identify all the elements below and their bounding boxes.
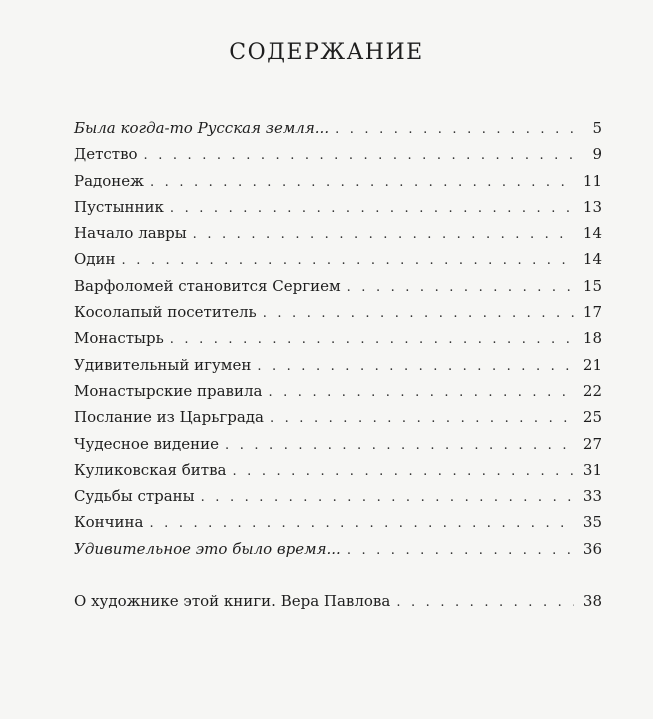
toc-entry xyxy=(74,404,602,430)
toc-entry-title: Монастырь xyxy=(74,329,164,348)
toc-entry xyxy=(74,273,602,299)
toc-entry-title: Один xyxy=(74,250,116,269)
dot-leader xyxy=(347,275,574,301)
toc-page-number: 11 xyxy=(582,171,602,190)
dot-leader xyxy=(150,170,574,196)
toc-appendix-entry xyxy=(74,588,602,614)
toc-entry xyxy=(74,141,602,167)
toc-page-number: 35 xyxy=(582,513,602,532)
toc-entry-title: О художнике этой книги. Вера Павлова xyxy=(74,592,391,611)
toc-entry xyxy=(74,378,602,404)
toc-entry-title: Куликовская битва xyxy=(74,460,227,479)
toc-entry xyxy=(74,194,602,220)
toc-page-number: 38 xyxy=(582,592,602,611)
toc-page-number: 31 xyxy=(582,460,602,479)
toc-entry xyxy=(74,509,602,535)
table-of-contents xyxy=(74,115,602,614)
toc-entry-title: Судьбы страны xyxy=(74,487,195,506)
toc-entry xyxy=(74,352,602,378)
toc-entry xyxy=(74,457,602,483)
toc-entry-title: Была когда-то Русская земля... xyxy=(74,119,330,137)
dot-leader xyxy=(347,538,574,564)
toc-entry-title: Начало лавры xyxy=(74,224,187,243)
toc-entry-title: Варфоломей становится Сергием xyxy=(74,276,341,295)
page-title: СОДЕРЖАНИЕ xyxy=(229,40,424,65)
dot-leader xyxy=(193,222,574,248)
toc-page-number: 9 xyxy=(592,145,602,164)
toc-entry xyxy=(74,168,602,194)
toc-entry xyxy=(74,483,602,509)
toc-page-number: 14 xyxy=(582,224,602,243)
toc-entry-title: Удивительный игумен xyxy=(74,355,252,374)
toc-page-number: 36 xyxy=(582,539,602,558)
toc-page-number: 33 xyxy=(582,487,602,506)
toc-entry xyxy=(74,220,602,246)
toc-page-number: 18 xyxy=(582,329,602,348)
dot-leader xyxy=(263,301,574,327)
dot-leader xyxy=(396,590,574,616)
toc-entry-title: Кончина xyxy=(74,513,144,532)
toc-page-number: 13 xyxy=(582,197,602,216)
toc-entry-title: Удивительное это было время... xyxy=(74,539,341,558)
toc-entry xyxy=(74,325,602,351)
dot-leader xyxy=(335,117,574,143)
toc-entry-title: Пустынник xyxy=(74,197,164,216)
toc-page-number: 27 xyxy=(582,434,602,453)
toc-entry xyxy=(74,431,602,457)
dot-leader xyxy=(257,354,574,380)
toc-entry xyxy=(74,115,602,141)
toc-entry xyxy=(74,536,602,562)
dot-leader xyxy=(170,327,574,353)
toc-entry-title: Радонеж xyxy=(74,171,144,190)
dot-leader xyxy=(144,143,574,169)
dot-leader xyxy=(225,433,574,459)
toc-page-number: 25 xyxy=(582,408,602,427)
dot-leader xyxy=(232,459,574,485)
toc-page-number: 22 xyxy=(582,381,602,400)
toc-entry-title: Косолапый посетитель xyxy=(74,303,257,322)
toc-entry xyxy=(74,246,602,272)
toc-entry-title: Детство xyxy=(74,145,138,164)
toc-page-number: 5 xyxy=(592,119,602,137)
dot-leader xyxy=(170,196,574,222)
toc-entry-title: Монастырские правила xyxy=(74,381,263,400)
toc-page-number: 14 xyxy=(582,250,602,269)
toc-page-number: 15 xyxy=(582,276,602,295)
toc-entry-title: Чудесное видение xyxy=(74,434,220,453)
dot-leader xyxy=(270,406,574,432)
dot-leader xyxy=(150,511,575,537)
toc-page-number: 21 xyxy=(582,355,602,374)
dot-leader xyxy=(268,380,574,406)
dot-leader xyxy=(201,485,574,511)
toc-page-number: 17 xyxy=(582,303,602,322)
toc-entry xyxy=(74,299,602,325)
dot-leader xyxy=(122,248,574,274)
toc-entry-title: Послание из Царьграда xyxy=(74,408,264,427)
